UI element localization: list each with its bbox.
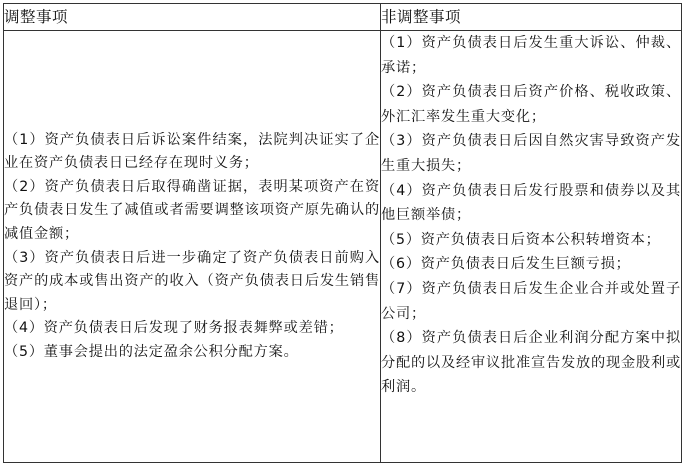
adjusting-item-4: （4）资产负债表日后发现了财务报表舞弊或差错； bbox=[4, 320, 344, 337]
adjusting-events-cell bbox=[4, 31, 381, 463]
non-adjusting-item-6: （6）资产负债表日后发生巨额亏损； bbox=[381, 256, 631, 273]
adjusting-item-1: （1）资产负债表日后诉讼案件结案，法院判决证实了企业在资产负债表日已经存在现时义务； bbox=[4, 131, 380, 172]
adjusting-item-3: （3）资产负债表日后进一步确定了资产负债表日前购入资产的成本或售出资产的收入（资产负债表日后发生销售退回）； bbox=[4, 249, 380, 313]
header-adjusting-events: 调整事项 bbox=[4, 4, 381, 31]
non-adjusting-item-8: （8）资产负债表日后企业利润分配方案中拟分配的以及经审议批准宣告发放的现金股利或利润。 bbox=[381, 330, 681, 396]
table-header-row bbox=[4, 4, 682, 31]
non-adjusting-item-2: （2）资产负债表日后资产价格、税收政策、外汇汇率发生重大变化； bbox=[381, 84, 681, 125]
events-comparison-table bbox=[3, 3, 682, 463]
adjusting-item-5: （5）董事会提出的法定盈余公积分配方案。 bbox=[4, 343, 299, 360]
header-non-adjusting-events: 非调整事项 bbox=[381, 4, 682, 31]
non-adjusting-events-cell bbox=[381, 31, 682, 463]
table-body-row bbox=[4, 31, 682, 463]
non-adjusting-item-7: （7）资产负债表日后发生企业合并或处置子公司； bbox=[381, 280, 681, 322]
non-adjusting-item-5: （5）资产负债表日后资本公积转增资本； bbox=[381, 231, 661, 248]
non-adjusting-item-4: （4）资产负债表日后发行股票和债券以及其他巨额举债； bbox=[381, 182, 681, 224]
non-adjusting-item-3: （3）资产负债表日后因自然灾害导致资产发生重大损失； bbox=[381, 133, 681, 174]
non-adjusting-item-1: （1）资产负债表日后发生重大诉讼、仲裁、承诺； bbox=[381, 35, 681, 76]
adjusting-item-2: （2）资产负债表日后取得确凿证据，表明某项资产在资产负债表日发生了减值或者需要调整该项资产原先确认的减值金额； bbox=[4, 178, 380, 242]
